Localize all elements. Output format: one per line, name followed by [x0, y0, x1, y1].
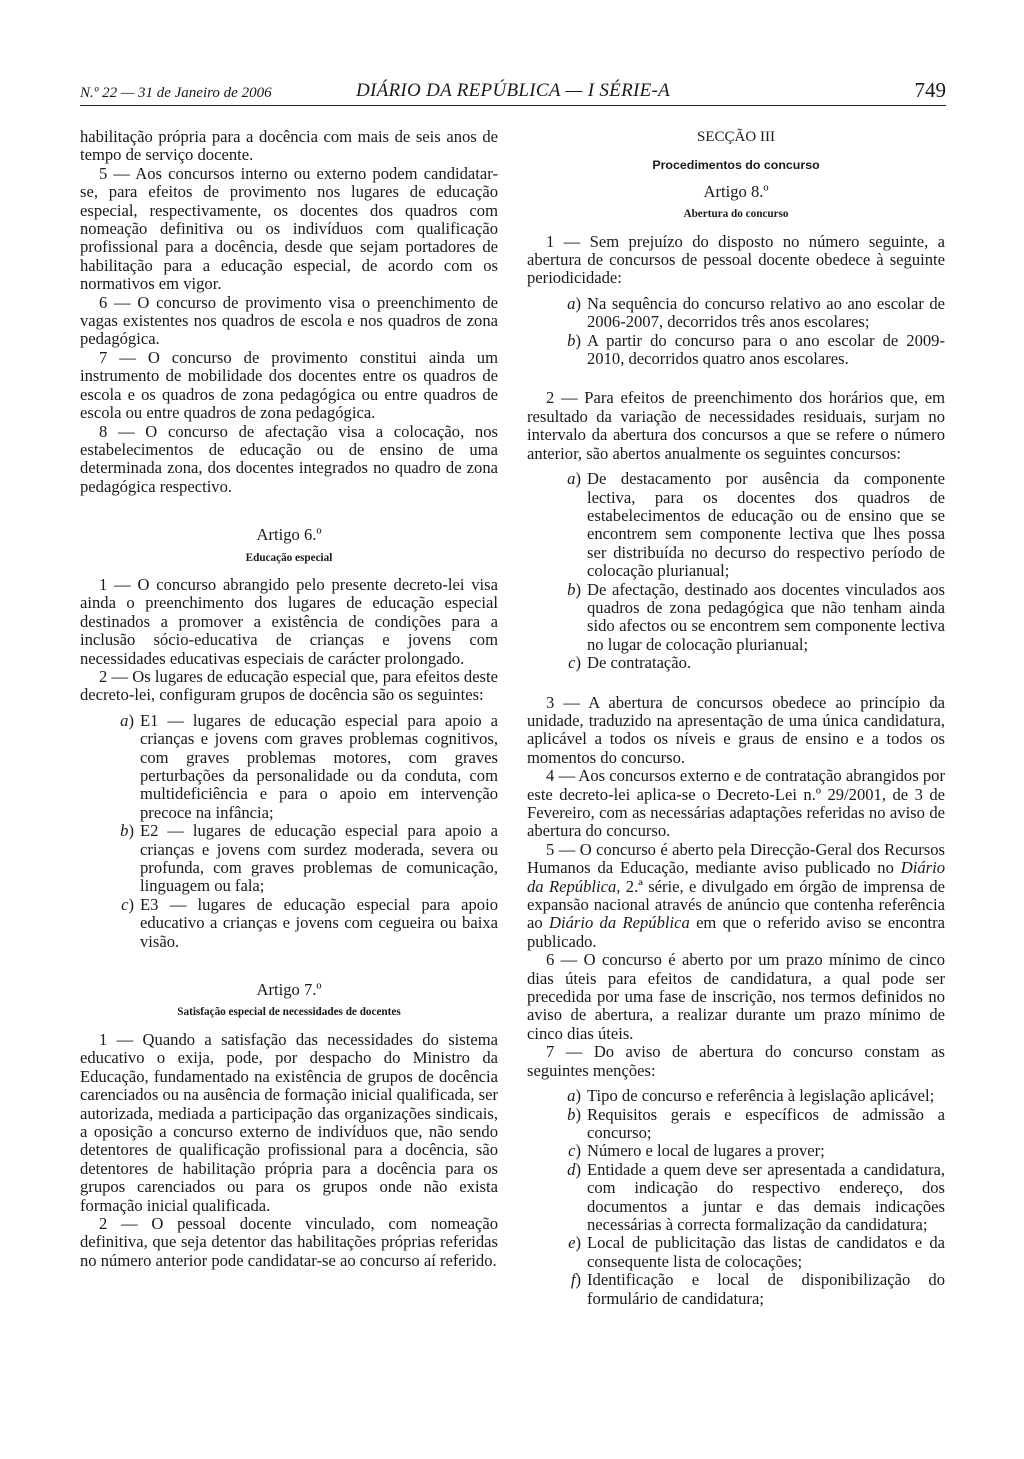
list-item: [527, 295, 945, 332]
list-item-text: Identificação e local de disponibilização do formulário de candidatura;: [587, 1270, 945, 1308]
list-item-label: b): [120, 821, 134, 841]
list-item-text: A partir do concurso para o ano escolar de 2009-2010, decorridos quatro anos escolares.: [587, 330, 945, 369]
article-subtitle: Abertura do concurso: [683, 208, 789, 221]
list-item-letter: b: [567, 579, 576, 599]
paragraph: 7 — O concurso de provimento constitui ainda um instrumento de mobilidade dos docentes entre os quadros de escola e os quadros de zona pedagógica ou entre quadros de escola ou entre quadros de zona pedagógica.: [80, 347, 498, 423]
list-item-label: c): [568, 1141, 581, 1161]
item-list: [527, 470, 945, 672]
list-item-text: Local de publicitação das listas de candidatos e da consequente lista de colocações;: [587, 1233, 945, 1271]
list-item: [527, 654, 945, 672]
paragraph: [527, 841, 945, 951]
list-item-label: d): [567, 1159, 581, 1179]
list-item-text: Entidade a quem deve ser apresentada a candidatura, com indicação do respectivo endereço, dos documentos a juntar e das demais indicações necessárias à correcta formalização da candidatura;: [587, 1159, 945, 1234]
paragraph: 4 — Aos concursos externo e de contratação abrangidos por este decreto-lei aplica-se o Decreto-Lei n.º 29/2001, de 3 de Fevereiro, com as necessárias adaptações referidas no aviso de abertura do concurso.: [527, 766, 945, 841]
list-item-text: Requisitos gerais e específicos de admissão a concurso;: [587, 1104, 945, 1142]
list-item: [527, 1271, 945, 1308]
list-item: [527, 1087, 945, 1105]
list-item-text: Na sequência do concurso relativo ao ano escolar de 2006-2007, decorridos três anos escolares;: [587, 293, 945, 332]
list-item-label: b): [567, 579, 581, 599]
list-item-letter: a: [120, 710, 129, 730]
right-column: [527, 128, 945, 1319]
text-run: 2.ª série, e divulgado em órgão de imprensa de expansão nacional através de anúncio que contenha referência ao: [527, 876, 945, 933]
list-item-label: e): [568, 1233, 581, 1253]
list-item-letter: c: [568, 653, 576, 673]
list-item-letter: b: [120, 821, 129, 841]
list-item-letter: f: [570, 1270, 576, 1290]
list-item: [527, 470, 945, 580]
list-item: [527, 1234, 945, 1271]
list-item-label: a): [567, 1086, 581, 1106]
paragraph: 6 — O concurso é aberto por um prazo mínimo de cinco dias úteis para efeitos de candidatura, a qual pode ser precedida por uma fase de inscrição, nos termos definidos no aviso de abertura, a realizar durante um prazo mínimo de cinco dias úteis.: [527, 950, 945, 1043]
item-list: [527, 1087, 945, 1308]
section-title: Procedimentos do concurso: [652, 158, 820, 173]
article-subtitle: Educação especial: [245, 551, 333, 564]
list-item: [527, 1106, 945, 1143]
list-item-letter: b: [567, 330, 576, 350]
italic-run: Diário da República,: [527, 858, 945, 896]
issue-date: N.º 22 — 31 de Janeiro de 2006: [80, 85, 272, 101]
list-item-label: b): [567, 330, 581, 350]
paragraph: 1 — O concurso abrangido pelo presente decreto-lei visa ainda o preenchimento dos lugares de educação especial destinados a promover a existência de condições para a inclusão sócio-educativa de crianças e jovens com necessidades educativas especiais de carácter prolongado.: [80, 574, 498, 668]
list-item-label: c): [568, 653, 581, 673]
list-item: [80, 896, 498, 951]
list-item: [527, 332, 945, 369]
list-item-letter: b: [567, 1104, 576, 1124]
list-item-label: f): [570, 1270, 581, 1290]
italic-run: Diário da República: [548, 913, 690, 933]
section-heading: SECÇÃO III: [697, 129, 775, 145]
header-rule: [80, 105, 946, 106]
paragraph: 1 — Quando a satisfação das necessidades do sistema educativo o exija, pode, por despacho do Ministro da Educação, fundamentado na existência de grupos de docência carenciados ou na ausência de formação inicial qualificada, ser autorizada, mediada a participação das organizações sindicais, a oposição a concurso externo de indivíduos que, não sendo detentores de qualificação profissional para a docência, são detentores de habilitação própria para a docência para os grupos carenciados ou para os grupos onde não exista formação inicial qualificada.: [80, 1029, 498, 1215]
list-item-letter: c: [121, 894, 129, 914]
text-run: 5 — O concurso é aberto pela Direcção-Geral dos Recursos Humanos da Educação, mediante aviso publicado no: [527, 839, 945, 878]
list-item-text: E3 — lugares de educação especial para apoio educativo a crianças e jovens com cegueira ou baixa visão.: [140, 894, 498, 951]
page-number: 749: [914, 78, 946, 102]
list-item-text: De destacamento por ausência da componente lectiva, para os docentes dos quadros de estabelecimentos de educação ou de ensino que se encontrem sem componente lectiva que lhes possa ser distribuída no decurso do respectivo período de colocação plurianual;: [587, 469, 945, 581]
list-item-text: Número e local de lugares a prover;: [587, 1141, 825, 1161]
list-item-letter: d: [567, 1159, 576, 1179]
list-item: [527, 581, 945, 655]
list-item-label: c): [121, 894, 134, 914]
list-item: [80, 712, 498, 822]
left-column: [80, 128, 498, 1270]
list-item-label: a): [567, 469, 581, 489]
list-item-text: Tipo de concurso e referência à legislação aplicável;: [587, 1086, 935, 1106]
list-item: [527, 1142, 945, 1160]
paragraph: 1 — Sem prejuízo do disposto no número seguinte, a abertura de concursos de pessoal docente obedece à seguinte periodicidade:: [527, 231, 945, 288]
list-item: [527, 1161, 945, 1235]
list-item-text: De contratação.: [587, 653, 692, 673]
article-subtitle: Satisfação especial de necessidades de docentes: [177, 1006, 401, 1019]
publication-title: DIÁRIO DA REPÚBLICA — I SÉRIE-A: [355, 80, 671, 101]
list-item-letter: a: [567, 1086, 576, 1106]
paragraph: 6 — O concurso de provimento visa o preenchimento de vagas existentes nos quadros de escola e nos quadros de zona pedagógica.: [80, 292, 498, 349]
article-title: Artigo 6.º: [256, 525, 322, 545]
article-title: Artigo 8.º: [703, 181, 769, 201]
list-item-text: De afectação, destinado aos docentes vinculados aos quadros de zona pedagógica que não tenham ainda sido afectos ou se encontrem sem componente lectiva no lugar de colocação plurianual;: [587, 579, 945, 654]
paragraph: habilitação própria para a docência com mais de seis anos de tempo de serviço docente.: [80, 127, 498, 165]
article-title: Artigo 7.º: [256, 980, 322, 1000]
item-list: [80, 712, 498, 951]
paragraph: 8 — O concurso de afectação visa a colocação, nos estabelecimentos de educação ou de ensino de uma determinada zona, dos docentes integrados no quadro de zona pedagógica respectivo.: [80, 421, 498, 496]
paragraph: 7 — Do aviso de abertura do concurso constam as seguintes menções:: [527, 1042, 945, 1080]
page-header: [80, 76, 946, 106]
list-item-text: E1 — lugares de educação especial para apoio a crianças e jovens com graves problemas cognitivos, com graves problemas motores, com graves perturbações da personalidade ou da conduta, com multideficiência e para o apoio em intervenção precoce na infância;: [140, 710, 498, 822]
paragraph: 2 — O pessoal docente vinculado, com nomeação definitiva, que seja detentor das habilitações próprias referidas no número anterior pode candidatar-se ao concurso aí referido.: [80, 1213, 498, 1270]
list-item-letter: e: [568, 1233, 576, 1253]
list-item-text: E2 — lugares de educação especial para apoio a crianças e jovens com surdez moderada, severa ou profunda, com graves problemas de comunicação, linguagem ou fala;: [140, 821, 498, 896]
paragraph: 3 — A abertura de concursos obedece ao princípio da unidade, traduzido na apresentação de uma única candidatura, aplicável a todos os níveis e graus de ensino e a todos os momentos do concurso.: [527, 692, 945, 767]
list-item-letter: a: [567, 469, 576, 489]
paragraph: 2 — Para efeitos de preenchimento dos horários que, em resultado da variação de necessidades residuais, surjam no intervalo da abertura dos concursos a que se refere o número anterior, são abertos anualmente os seguintes concursos:: [527, 388, 945, 463]
list-item: [80, 822, 498, 896]
list-item-letter: c: [568, 1141, 576, 1161]
text-run: em que o referido aviso se encontra publicado.: [527, 913, 945, 951]
list-item-label: a): [567, 293, 581, 313]
paragraph: 2 — Os lugares de educação especial que, para efeitos deste decreto-lei, configuram grupos de docência são os seguintes:: [80, 666, 498, 705]
item-list: [527, 295, 945, 369]
list-item-letter: a: [567, 293, 576, 313]
list-item-label: a): [120, 710, 134, 730]
list-item-label: b): [567, 1104, 581, 1124]
paragraph: 5 — Aos concursos interno ou externo podem candidatar-se, para efeitos de provimento nos lugares de educação especial, respectivamente, os docentes dos quadros com nomeação definitiva ou os indivíduos com qualificação profissional para a docência, desde que sejam portadores de habilitação para a educação especial, de acordo com os normativos em vigor.: [80, 163, 498, 294]
